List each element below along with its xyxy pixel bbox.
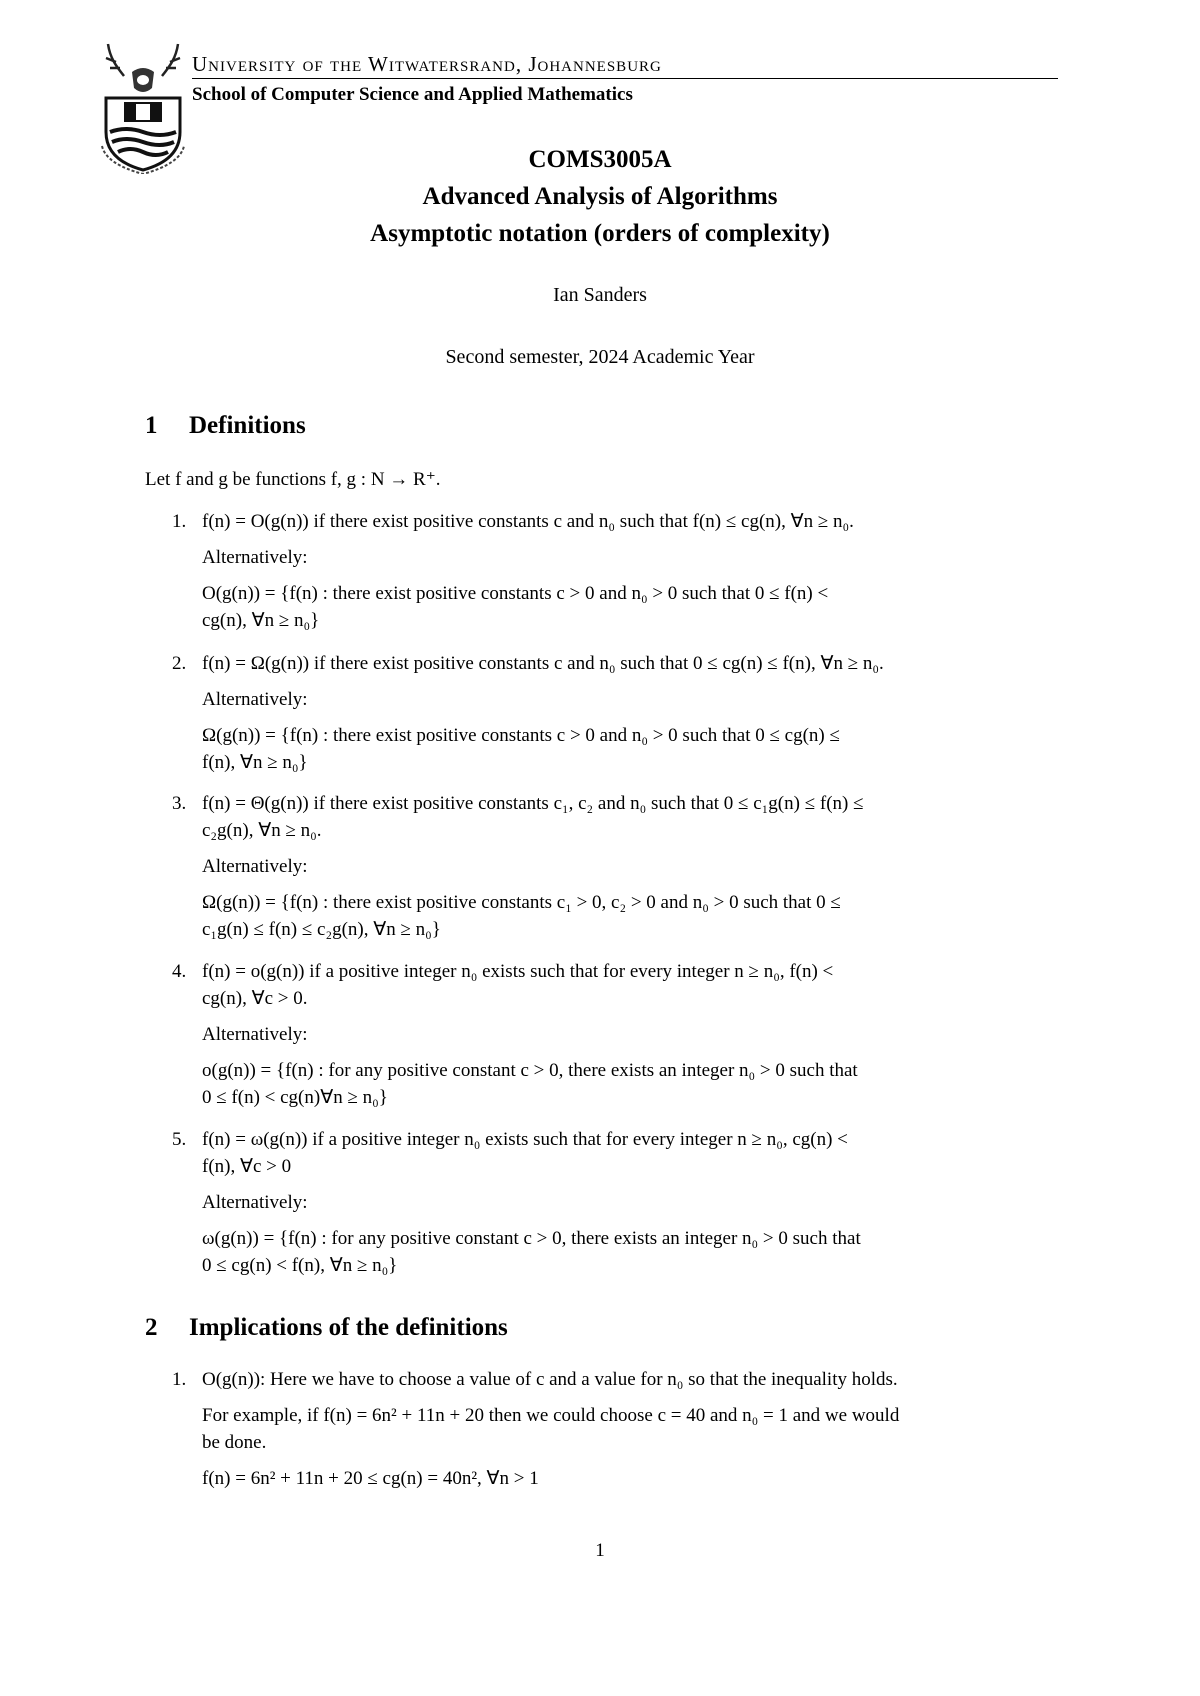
- document-topic: Asymptotic notation (orders of complexity): [370, 220, 830, 247]
- school-name: School of Computer Science and Applied Mathematics: [192, 84, 633, 105]
- definition-line: f(n) = O(g(n)) if there exist positive constants c and n₀ such that f(n) ≤ cg(n), ∀n ≥ n₀.: [202, 511, 854, 532]
- definition-line: f(n) = o(g(n)) if a positive integer n₀ exists such that for every integer n ≥ n₀, f(n) <: [202, 961, 834, 982]
- definition-line: f(n) = ω(g(n)) if a positive integer n₀ exists such that for every integer n ≥ n₀, cg(n) <: [202, 1129, 848, 1150]
- course-code: COMS3005A: [528, 146, 672, 173]
- alt-label: Alternatively:: [202, 547, 308, 568]
- item-number: 1.: [172, 1369, 187, 1390]
- alt-label: Alternatively:: [202, 1024, 308, 1045]
- definitions-intro: Let f and g be functions f, g : N → R⁺.: [145, 469, 441, 490]
- alt-line: c₁g(n) ≤ f(n) ≤ c₂g(n), ∀n ≥ n₀}: [202, 919, 441, 940]
- section-title: Definitions: [189, 412, 306, 439]
- university-name: University of the Witwatersrand, Johannesburg: [192, 52, 1058, 79]
- item-number: 1.: [172, 511, 187, 532]
- course-title: Advanced Analysis of Algorithms: [422, 183, 778, 210]
- item-number: 5.: [172, 1129, 187, 1150]
- alt-line: cg(n), ∀n ≥ n₀}: [202, 610, 320, 631]
- implication-line: O(g(n)): Here we have to choose a value of c and a value for n₀ so that the inequality holds.: [202, 1369, 898, 1390]
- author: Ian Sanders: [553, 284, 647, 306]
- definition-line: f(n) = Θ(g(n)) if there exist positive constants c₁, c₂ and n₀ such that 0 ≤ c₁g(n) ≤ f(n) ≤: [202, 793, 864, 814]
- alt-line: O(g(n)) = {f(n) : there exist positive constants c > 0 and n₀ > 0 such that 0 ≤ f(n) <: [202, 583, 829, 604]
- definition-item: [172, 1126, 1067, 1279]
- alt-label: Alternatively:: [202, 689, 308, 710]
- example-line: be done.: [202, 1432, 267, 1453]
- alt-label: Alternatively:: [202, 856, 308, 877]
- section-number: 1: [145, 412, 158, 439]
- item-number: 3.: [172, 793, 187, 814]
- definition-item: [172, 650, 1067, 776]
- definition-item: [172, 508, 1067, 634]
- definition-line: c₂g(n), ∀n ≥ n₀.: [202, 820, 322, 841]
- alt-line: f(n), ∀n ≥ n₀}: [202, 752, 308, 773]
- section-title: Implications of the definitions: [189, 1314, 508, 1341]
- page-number: 1: [595, 1540, 605, 1561]
- semester: Second semester, 2024 Academic Year: [445, 346, 755, 368]
- definition-line: f(n), ∀c > 0: [202, 1156, 292, 1177]
- alt-line: Ω(g(n)) = {f(n) : there exist positive constants c > 0 and n₀ > 0 such that 0 ≤ cg(n) ≤: [202, 725, 840, 746]
- implication-item: [172, 1366, 1067, 1492]
- item-number: 4.: [172, 961, 187, 982]
- alt-label: Alternatively:: [202, 1192, 308, 1213]
- section-heading-definitions: [145, 412, 306, 440]
- definition-item: [172, 790, 1067, 943]
- alt-line: ω(g(n)) = {f(n) : for any positive constant c > 0, there exists an integer n₀ > 0 such that: [202, 1228, 861, 1249]
- definition-line: cg(n), ∀c > 0.: [202, 988, 308, 1009]
- alt-line: 0 ≤ cg(n) < f(n), ∀n ≥ n₀}: [202, 1255, 398, 1276]
- section-heading-implications: [145, 1314, 508, 1342]
- alt-line: o(g(n)) = {f(n) : for any positive constant c > 0, there exists an integer n₀ > 0 such that: [202, 1060, 858, 1081]
- section-number: 2: [145, 1314, 158, 1341]
- alt-line: Ω(g(n)) = {f(n) : there exist positive constants c₁ > 0, c₂ > 0 and n₀ > 0 such that 0 ≤: [202, 892, 841, 913]
- example-line: For example, if f(n) = 6n² + 11n + 20 then we could choose c = 40 and n₀ = 1 and we would: [202, 1405, 900, 1426]
- definition-line: f(n) = Ω(g(n)) if there exist positive constants c and n₀ such that 0 ≤ cg(n) ≤ f(n), ∀n ≥ n₀.: [202, 653, 884, 674]
- alt-line: 0 ≤ f(n) < cg(n)∀n ≥ n₀}: [202, 1087, 388, 1108]
- definition-item: [172, 958, 1067, 1111]
- example-equation: f(n) = 6n² + 11n + 20 ≤ cg(n) = 40n², ∀n > 1: [202, 1468, 539, 1489]
- item-number: 2.: [172, 653, 187, 674]
